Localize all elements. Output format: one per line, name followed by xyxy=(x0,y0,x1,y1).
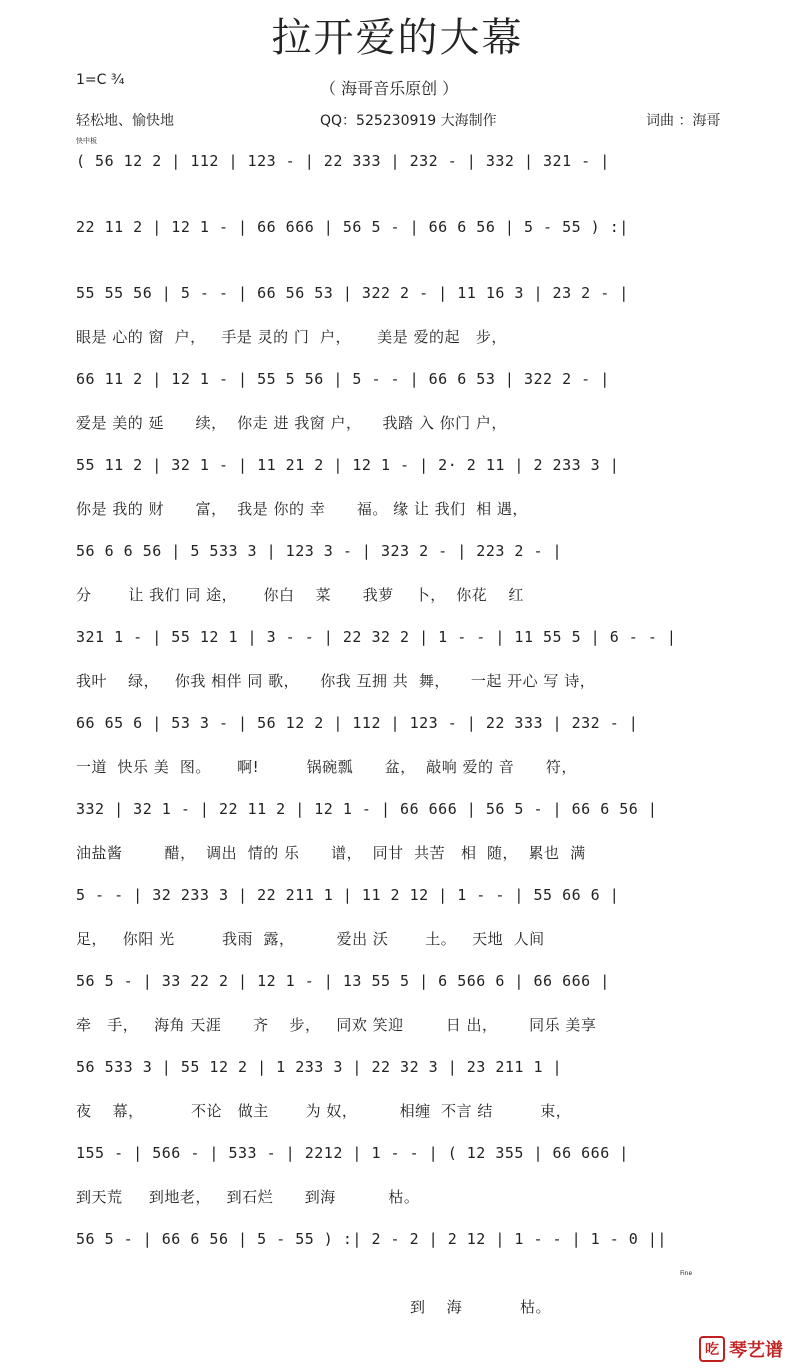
ending-lyric: 到 海 枯。 xyxy=(410,1298,552,1316)
score-line xyxy=(76,284,736,318)
notation-text: 66 65 6 | 53 3 - | 56 12 2 | 112 | 123 - | 22 333 | 232 - | xyxy=(76,714,639,732)
score-line xyxy=(76,886,736,920)
lyric-line: 到天荒 到地老， 到石烂 到海 枯。 xyxy=(76,1188,420,1206)
notation-text: ( 56 12 2 | 112 | 123 - | 22 333 | 232 - | 332 | 321 - | xyxy=(76,152,610,170)
notation-text: 56 533 3 | 55 12 2 | 1 233 3 | 22 32 3 | 23 211 1 | xyxy=(76,1058,563,1076)
lyric-line: 你是 我的 财 富， 我是 你的 幸 福。 缘 让 我们 相 遇， xyxy=(76,500,528,518)
score-line xyxy=(76,972,736,1006)
notation-text: 55 11 2 | 32 1 - | 11 21 2 | 12 1 - | 2· 2 11 | 2 233 3 | xyxy=(76,456,620,474)
score-line xyxy=(76,1144,736,1178)
notation-text: 332 | 32 1 - | 22 11 2 | 12 1 - | 66 666 | 56 5 - | 66 6 56 | xyxy=(76,800,658,818)
score-line xyxy=(76,800,736,834)
lyric-line: 一道 快乐 美 图。 啊! 锅碗瓢 盆， 敲响 爱的 音 符， xyxy=(76,758,577,776)
notation-text: 321 1 - | 55 12 1 | 3 - - | 22 32 2 | 1 - - | 11 55 5 | 6 - - | xyxy=(76,628,677,646)
score-line xyxy=(76,218,736,252)
score-line xyxy=(76,152,736,186)
notation-text: 56 6 6 56 | 5 533 3 | 123 3 - | 323 2 - | 223 2 - | xyxy=(76,542,563,560)
speed-marking: 快中板 xyxy=(76,137,97,145)
score-line xyxy=(76,628,736,662)
notation-text: 55 55 56 | 5 - - | 66 56 53 | 322 2 - | 11 16 3 | 23 2 - | xyxy=(76,284,629,302)
score-line xyxy=(76,542,736,576)
score-line xyxy=(76,1058,736,1092)
notation-text: 66 11 2 | 12 1 - | 55 5 56 | 5 - - | 66 6 53 | 322 2 - | xyxy=(76,370,610,388)
logo-text: 琴艺谱 xyxy=(729,1340,783,1361)
notation-text: 5 - - | 32 233 3 | 22 211 1 | 11 2 12 | 1 - - | 55 66 6 | xyxy=(76,886,620,904)
lyric-line: 分 让 我们 同 途， 你白 菜 我萝 卜， 你花 红 xyxy=(76,586,524,604)
logo-icon: 吃 xyxy=(699,1336,725,1362)
score-line xyxy=(76,1230,736,1264)
tempo-marking: 轻松地、愉快地 xyxy=(76,113,174,129)
key-signature: 1=C ³⁄₄ xyxy=(76,72,125,88)
lyric-line: 油盐酱 醋， 调出 情的 乐 谱， 同甘 共苦 相 随， 累也 满 xyxy=(76,844,586,862)
lyric-line: 爱是 美的 延 续， 你走 进 我窗 户， 我踏 入 你门 户， xyxy=(76,414,507,432)
notation-text: 22 11 2 | 12 1 - | 66 666 | 56 5 - | 66 6 56 | 5 - 55 ) :| xyxy=(76,218,629,236)
lyric-line: 牵 手， 海角 天涯 齐 步， 同欢 笑迎 日 出， 同乐 美享 xyxy=(76,1016,597,1034)
lyric-line: 足， 你阳 光 我雨 露， 爱出 沃 土。 天地 人间 xyxy=(76,930,545,948)
notation-text: 56 5 - | 33 22 2 | 12 1 - | 13 55 5 | 6 566 6 | 66 666 | xyxy=(76,972,610,990)
score-line xyxy=(76,370,736,404)
contact-info: QQ：525230919 大海制作 xyxy=(320,113,497,129)
score-line xyxy=(76,456,736,490)
notation-text: 155 - | 566 - | 533 - | 2212 | 1 - - | ( 12 355 | 66 666 | xyxy=(76,1144,629,1162)
lyric-line: 夜 幕， 不论 做主 为 奴， 相缠 不言 结 束， xyxy=(76,1102,572,1120)
lyric-line: 眼是 心的 窗 户， 手是 灵的 门 户， 美是 爱的起 步， xyxy=(76,328,507,346)
song-title: 拉开爱的大幕 xyxy=(271,15,524,61)
credits: 词曲 ：海哥 xyxy=(646,113,721,129)
lyric-line: 我叶 绿， 你我 相伴 同 歌， 你我 互拥 共 舞， 一起 开心 写 诗， xyxy=(76,672,596,690)
site-logo xyxy=(699,1336,783,1362)
notation-text: 56 5 - | 66 6 56 | 5 - 55 ) :| 2 - 2 | 2 12 | 1 - - | 1 - 0 || xyxy=(76,1230,667,1248)
score-line xyxy=(76,714,736,748)
fine-marking: Fine xyxy=(680,1270,693,1277)
subtitle: （ 海哥音乐原创 ） xyxy=(320,79,459,98)
